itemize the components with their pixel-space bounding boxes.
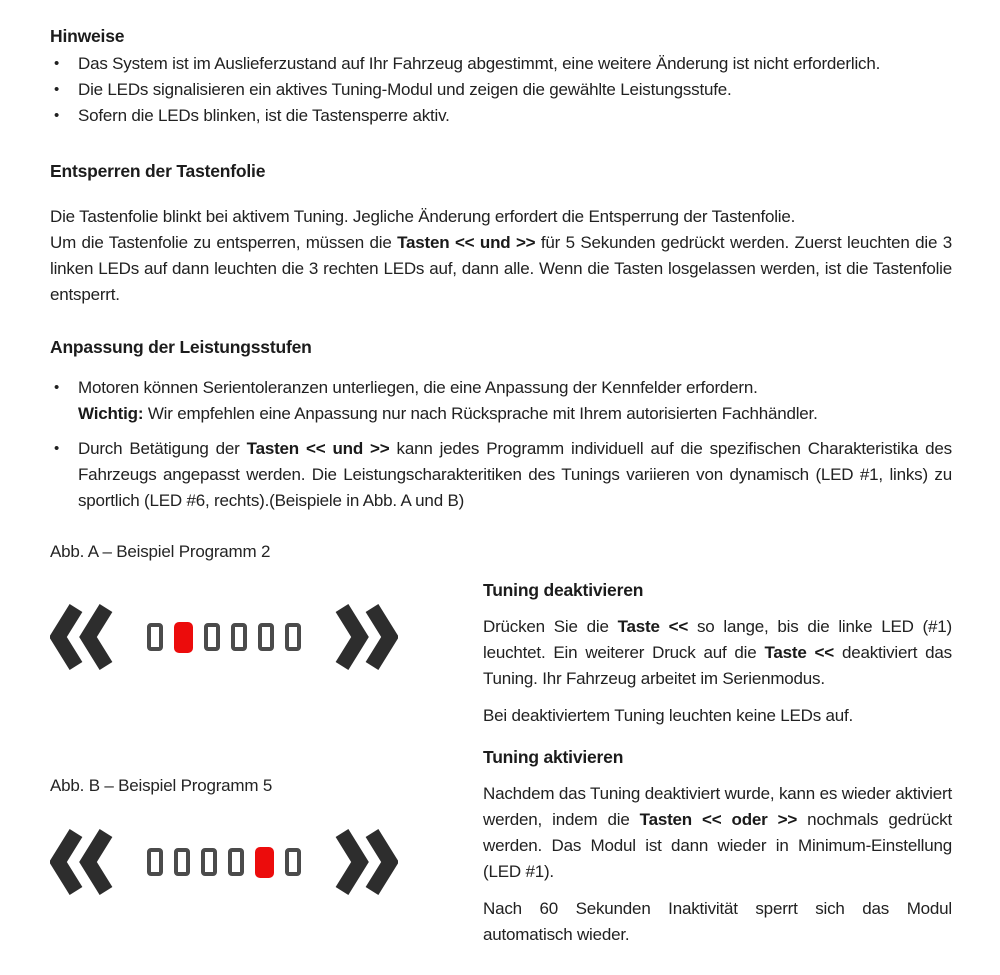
bullet-text: Die LEDs signalisieren ein aktives Tuning-Modul und zeigen die gewählte Leistungsstufe. xyxy=(78,80,732,99)
anpassung-bullet-2 xyxy=(50,436,952,514)
entsperren-heading: Entsperren der Tastenfolie xyxy=(50,161,266,181)
figures-and-tuning-area xyxy=(50,540,952,948)
tuning-column xyxy=(483,540,952,948)
bold-keys-reference: Tasten << und >> xyxy=(246,439,390,458)
text-segment: deaktiviert das Tuning. Ihr Fahrzeug arbeitet im Serienmodus. xyxy=(483,643,952,688)
bold-wichtig-label: Wichtig: xyxy=(78,404,144,423)
hinweise-heading: Hinweise xyxy=(50,26,125,46)
bullet-icon: • xyxy=(54,379,60,396)
deaktivieren-paragraph-1 xyxy=(483,614,952,692)
text-segment: kann jedes Programm individuell auf die spezifischen Charakteristika des Fahrzeugs angepasst werden. Die Leistungscharakteritiken des Tunings variieren von dynamisch (LED #1, links) zu sportlich (LED #6, rechts).(Beispiele in Abb. A und B) xyxy=(78,439,952,510)
text-segment: Wir empfehlen eine Anpassung nur nach Rücksprache mit Ihrem autorisierten Fachhändler. xyxy=(143,404,818,423)
led-4 xyxy=(231,623,247,651)
led-5-active xyxy=(255,847,274,878)
anpassung-heading: Anpassung der Leistungsstufen xyxy=(50,337,312,357)
section-hinweise xyxy=(50,24,952,129)
bold-keys-reference: Tasten << und >> xyxy=(397,233,536,252)
aktivieren-heading: Tuning aktivieren xyxy=(483,747,624,767)
bold-keys-reference: Tasten << oder >> xyxy=(639,810,798,829)
led-3 xyxy=(204,623,220,651)
aktivieren-paragraph-2: Nach 60 Sekunden Inaktivität sperrt sich das Modul automatisch wieder. xyxy=(483,899,952,944)
led-5 xyxy=(258,623,274,651)
chevron-double-left-icon xyxy=(50,829,122,895)
text-segment: Drücken Sie die xyxy=(483,617,618,636)
text-segment: nochmals gedrückt werden. Das Modul ist dann wieder in Minimum-Einstellung (LED #1). xyxy=(483,810,953,881)
bullet-text: Das System ist im Auslieferzustand auf Ihr Fahrzeug abgestimmt, eine weitere Änderung ist nicht erforderlich. xyxy=(78,54,881,73)
text-segment: so lange, bis die linke LED (#1) leuchtet. Ein weiterer Druck auf die xyxy=(483,617,952,662)
aktivieren-paragraph-1 xyxy=(483,781,952,885)
bold-key-reference: Taste << xyxy=(617,617,689,636)
chevron-double-left-icon xyxy=(50,604,122,670)
figure-a-caption: Abb. A – Beispiel Programm 2 xyxy=(50,542,271,561)
hinweise-bullet-3 xyxy=(50,103,952,129)
text-segment: Nachdem das Tuning deaktiviert wurde, kann es wieder aktiviert werden, indem die xyxy=(483,784,952,829)
section-tuning-aktivieren xyxy=(483,745,952,948)
bullet-icon: • xyxy=(54,55,60,72)
led-1 xyxy=(147,623,163,651)
bullet-text xyxy=(78,436,952,514)
anpassung-bullet-1 xyxy=(50,375,952,427)
led-1 xyxy=(147,848,163,876)
led-strip xyxy=(147,622,301,653)
deaktivieren-paragraph-2: Bei deaktiviertem Tuning leuchten keine LEDs auf. xyxy=(483,706,854,725)
text-segment: Um die Tastenfolie zu entsperren, müssen die xyxy=(50,233,398,252)
figure-b-caption: Abb. B – Beispiel Programm 5 xyxy=(50,776,273,795)
hinweise-bullet-1 xyxy=(50,51,952,77)
figure-a-led-display xyxy=(50,604,483,670)
led-strip xyxy=(147,847,301,878)
text-segment: Motoren können Serientoleranzen unterliegen, die eine Anpassung der Kennfelder erfordern. xyxy=(78,378,758,397)
led-2-active xyxy=(174,622,193,653)
hinweise-bullet-2 xyxy=(50,77,952,103)
led-3 xyxy=(201,848,217,876)
text-segment: für 5 Sekunden gedrückt werden. Zuerst leuchten die 3 linken LEDs auf dann leuchten die 3 rechten LEDs auf, dann alle. Wenn die Tasten losgelassen werden, ist die Tastenfolie entsperrt. xyxy=(50,233,952,304)
bullet-icon: • xyxy=(54,440,60,457)
deaktivieren-heading: Tuning deaktivieren xyxy=(483,580,644,600)
figures-column xyxy=(50,540,483,948)
chevron-double-right-icon xyxy=(326,829,398,895)
entsperren-paragraph-2 xyxy=(50,230,952,308)
section-anpassung xyxy=(50,335,952,514)
led-2 xyxy=(174,848,190,876)
figure-b-led-display xyxy=(50,829,483,895)
bullet-text: Sofern die LEDs blinken, ist die Tastensperre aktiv. xyxy=(78,106,450,125)
led-4 xyxy=(228,848,244,876)
entsperren-paragraph-1: Die Tastenfolie blinkt bei aktivem Tuning. Jegliche Änderung erfordert die Entsperrung der Tastenfolie. xyxy=(50,207,796,226)
section-tuning-deaktivieren xyxy=(483,578,952,729)
bullet-text xyxy=(78,375,952,427)
led-6 xyxy=(285,848,301,876)
chevron-double-right-icon xyxy=(326,604,398,670)
bold-key-reference: Taste << xyxy=(764,643,835,662)
section-entsperren xyxy=(50,159,952,308)
bullet-icon: • xyxy=(54,81,60,98)
text-segment: Durch Betätigung der xyxy=(78,439,247,458)
bullet-icon: • xyxy=(54,107,60,124)
led-6 xyxy=(285,623,301,651)
